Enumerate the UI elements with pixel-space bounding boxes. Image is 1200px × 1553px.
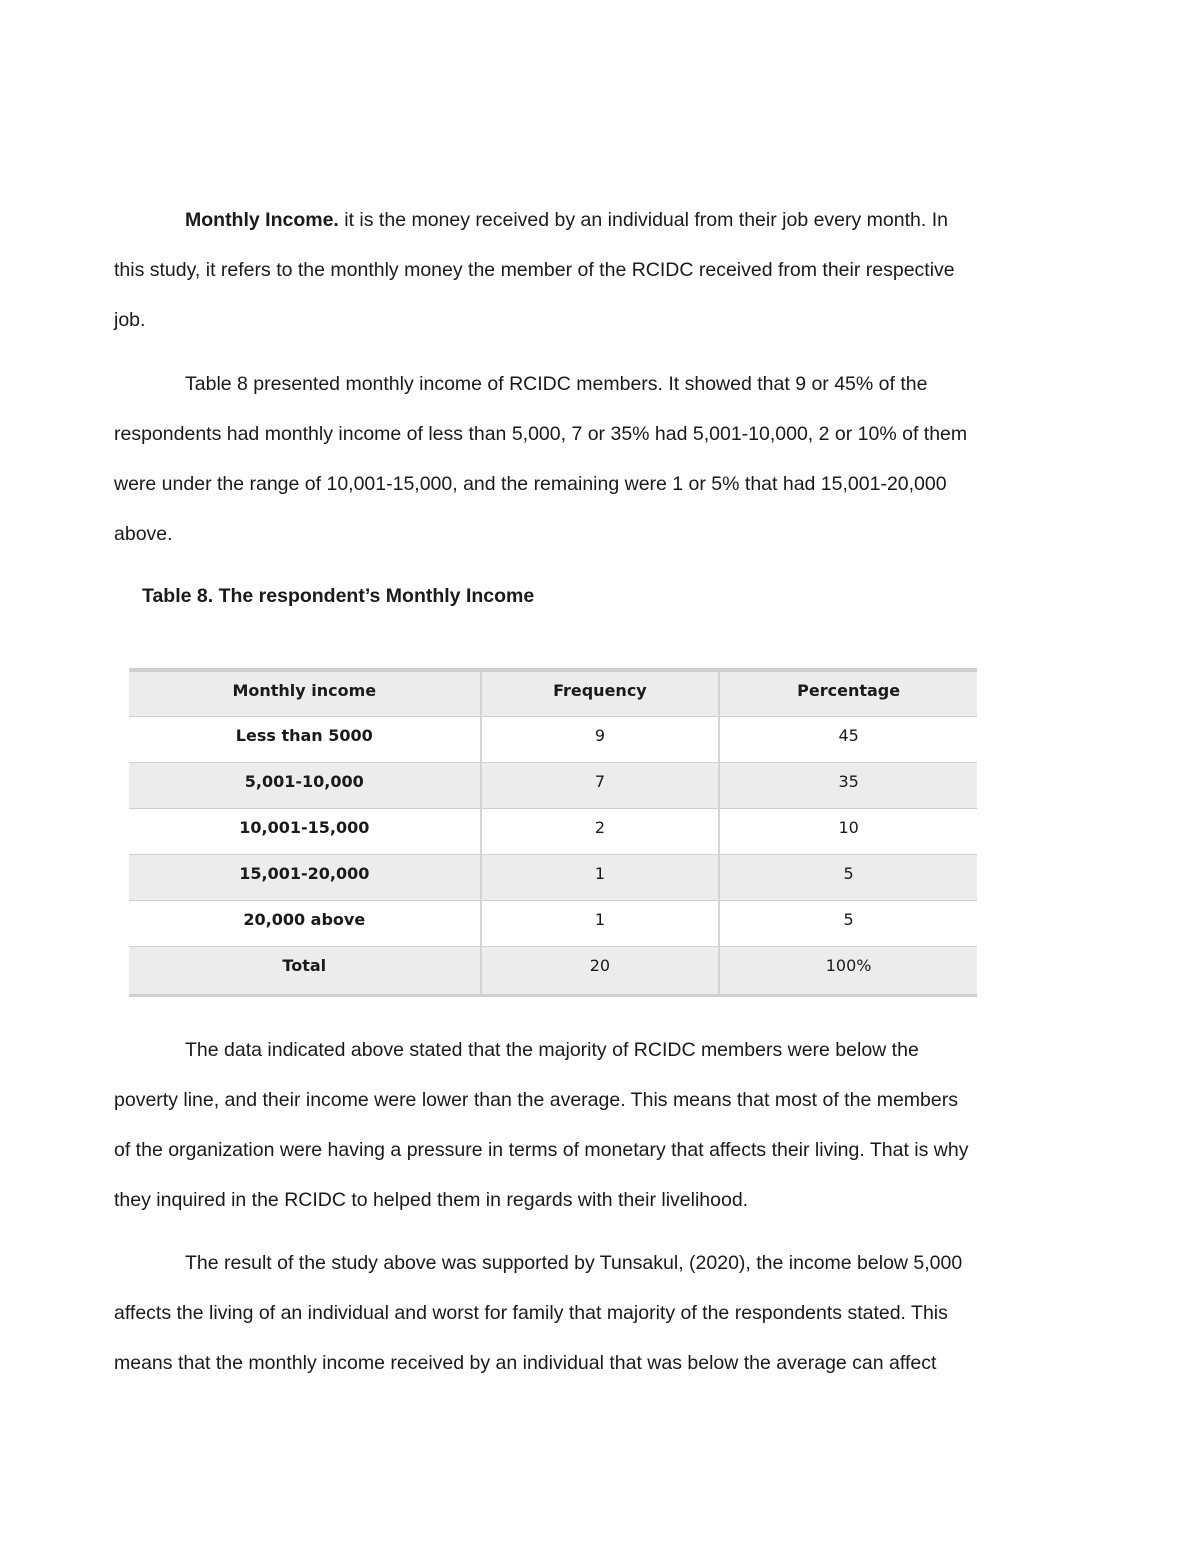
paragraph-line: means that the monthly income received by an individual that was below the average can affect: [114, 1352, 937, 1374]
income-table: [129, 668, 977, 997]
table-row: [129, 763, 977, 809]
column-header-monthly-income: Monthly income: [129, 670, 481, 717]
paragraph-line: [114, 195, 1074, 245]
table-row: [129, 901, 977, 947]
paragraph-text: it is the money received by an individual from their job every month. In: [338, 209, 948, 231]
paragraph-supporting-study: [114, 1238, 1074, 1388]
table-header-row: [129, 670, 977, 717]
table-row: [129, 809, 977, 855]
percentage-cell: 35: [719, 763, 977, 809]
paragraph-table-summary: [114, 359, 1074, 559]
table-total-row: [129, 947, 977, 996]
income-range-cell: Less than 5000: [129, 717, 481, 763]
income-range-cell: 5,001-10,000: [129, 763, 481, 809]
column-header-percentage: Percentage: [719, 670, 977, 717]
frequency-cell: 1: [481, 855, 720, 901]
frequency-cell: 2: [481, 809, 720, 855]
paragraph-monthly-income-definition: [114, 195, 1074, 345]
paragraph-line: The result of the study above was supported by Tunsakul, (2020), the income below 5,000: [185, 1252, 963, 1274]
paragraph-line: of the organization were having a pressure in terms of monetary that affects their living. That is why: [114, 1139, 969, 1161]
income-range-cell: 10,001-15,000: [129, 809, 481, 855]
paragraph-line: above.: [114, 523, 173, 545]
frequency-cell: 1: [481, 901, 720, 947]
frequency-cell: 7: [481, 763, 720, 809]
column-header-frequency: Frequency: [481, 670, 720, 717]
paragraph-line: were under the range of 10,001-15,000, and the remaining were 1 or 5% that had 15,001-20,000: [114, 473, 947, 495]
paragraph-line: The data indicated above stated that the majority of RCIDC members were below the: [185, 1039, 919, 1061]
total-frequency-cell: 20: [481, 947, 720, 996]
table-row: [129, 717, 977, 763]
paragraph-line: respondents had monthly income of less than 5,000, 7 or 35% had 5,001-10,000, 2 or 10% of them: [114, 423, 968, 445]
term-heading: Monthly Income.: [185, 209, 339, 231]
income-range-cell: 20,000 above: [129, 901, 481, 947]
percentage-cell: 45: [719, 717, 977, 763]
frequency-cell: 9: [481, 717, 720, 763]
income-range-cell: 15,001-20,000: [129, 855, 481, 901]
paragraph-line: this study, it refers to the monthly money the member of the RCIDC received from their respective: [114, 259, 955, 281]
percentage-cell: 10: [719, 809, 977, 855]
paragraph-line: job.: [114, 309, 146, 331]
paragraph-line: poverty line, and their income were lower than the average. This means that most of the members: [114, 1089, 958, 1111]
total-label-cell: Total: [129, 947, 481, 996]
total-percentage-cell: 100%: [719, 947, 977, 996]
table-caption: Table 8. The respondent’s Monthly Income: [142, 585, 535, 607]
paragraph-line: affects the living of an individual and worst for family that majority of the respondents stated. This: [114, 1302, 948, 1324]
percentage-cell: 5: [719, 855, 977, 901]
paragraph-line: they inquired in the RCIDC to helped them in regards with their livelihood.: [114, 1189, 749, 1211]
paragraph-line: Table 8 presented monthly income of RCIDC members. It showed that 9 or 45% of the: [185, 373, 928, 395]
percentage-cell: 5: [719, 901, 977, 947]
paragraph-interpretation: [114, 1025, 1074, 1225]
table-row: [129, 855, 977, 901]
